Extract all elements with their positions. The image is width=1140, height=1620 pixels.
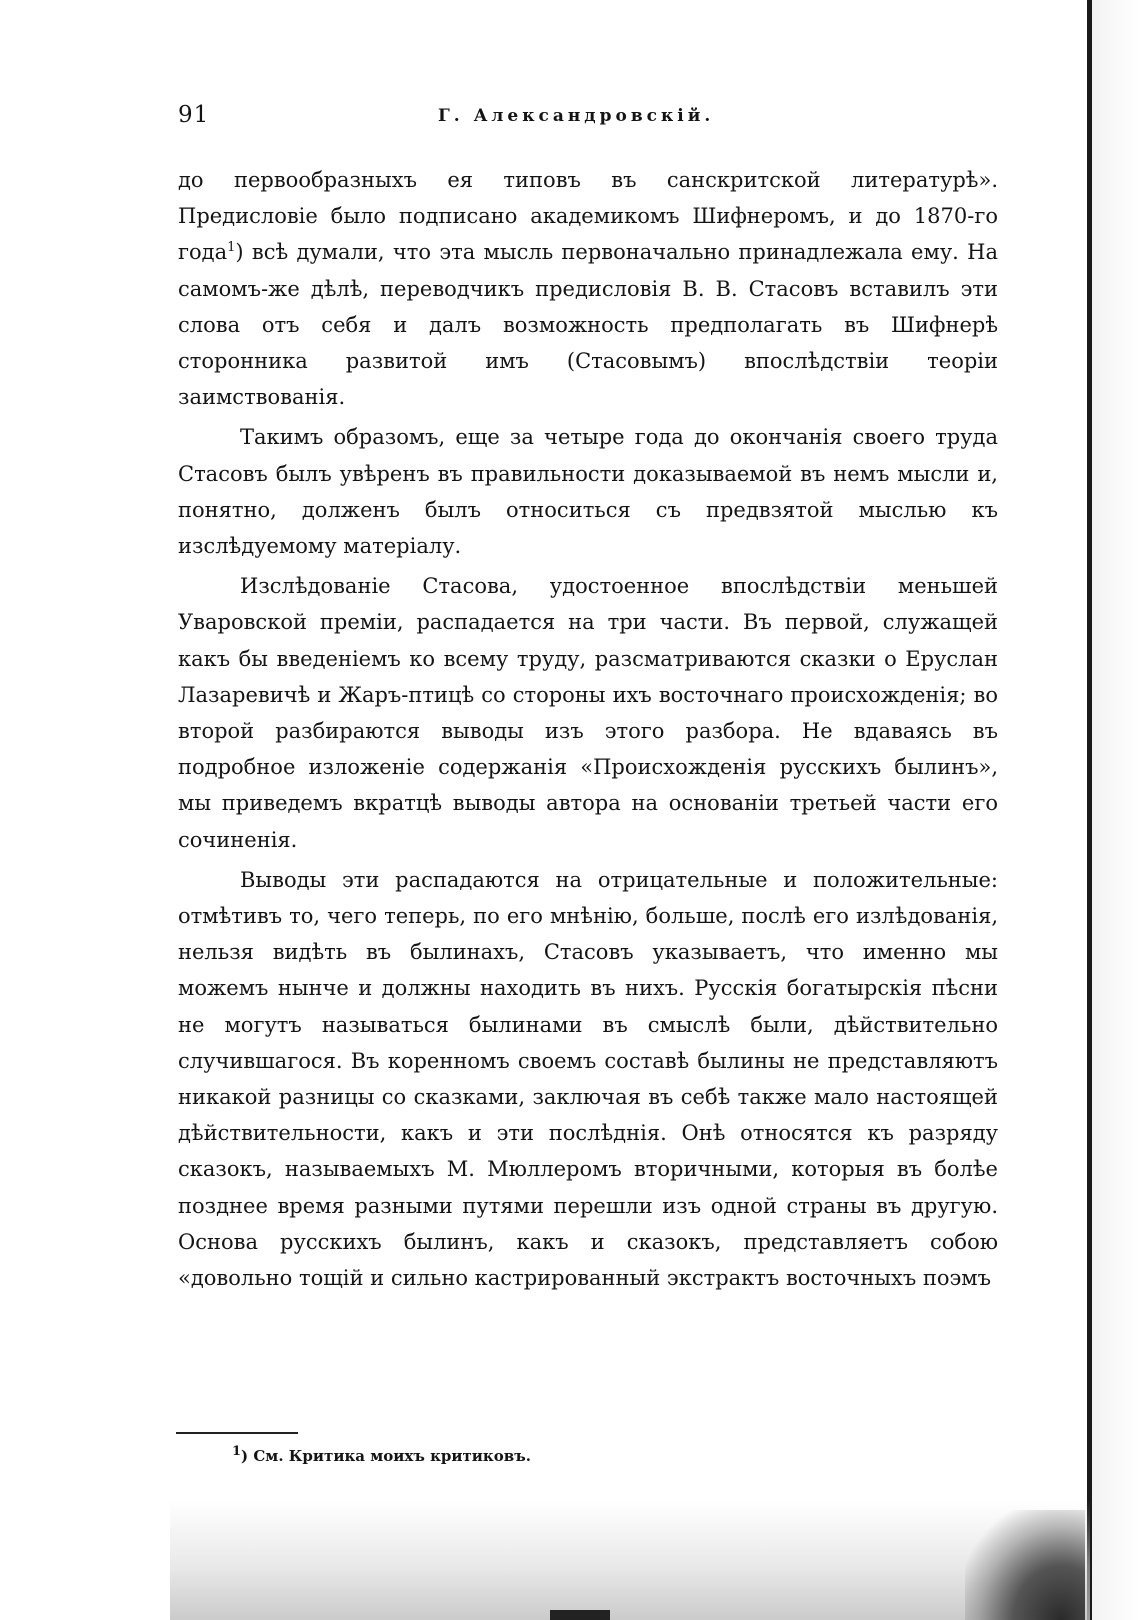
scan-bottom-smudge	[170, 1500, 1090, 1620]
footnote	[232, 1444, 531, 1465]
paragraph-1-text-cont: ) всѣ думали, что эта мысль первоначально принадлежала ему. На самомъ-же дѣлѣ, переводчикъ предисловія В. В. Стасовъ вставилъ эти слова отъ себя и далъ возможность предполагать въ Шифнерѣ сторонника развитой имъ (Стасовымъ) впослѣдствіи теоріи заимствованія.	[178, 240, 998, 410]
paragraph-3: Изслѣдованіе Стасова, удостоенное впослѣдствіи меньшей Уваровской преміи, распадается на три части. Въ первой, служащей какъ бы введеніемъ ко всему труду, разсматриваются сказки о Еруслан Лазаревичѣ и Жаръ-птицѣ со стороны ихъ восточнаго происхожденія; во второй разбираются выводы изъ этого разбора. Не вдаваясь въ подробное изложеніе содержанія «Происхожденія русскихъ былинъ», мы приведемъ вкратцѣ выводы автора на основаніи третьей части его сочиненія.	[178, 574, 998, 852]
footnote-text: ) См. Критика моихъ критиковъ.	[241, 1447, 531, 1465]
body-text	[178, 162, 998, 1300]
footnote-marker: 1	[232, 1444, 242, 1459]
page-header	[178, 102, 1008, 132]
paragraph-1	[178, 162, 998, 415]
scan-bottom-mark	[550, 1610, 610, 1620]
paragraph-2: Такимъ образомъ, еще за четыре года до окончанія своего труда Стасовъ былъ увѣренъ въ правильности доказываемой въ немъ мысли и, понятно, долженъ былъ относиться съ предвзятой мыслью къ изслѣдуемому матеріалу.	[178, 425, 998, 559]
paragraph-1-text: до первообразныхъ ея типовъ въ санскритской литературѣ». Предисловіе было подписано академикомъ Шифнеромъ, и до 1870-го года	[178, 168, 998, 265]
footnote-ref: 1	[227, 240, 236, 256]
scan-edge-shadow	[1092, 0, 1140, 1620]
running-head: Г. Александровскій.	[438, 106, 715, 126]
footnote-rule	[176, 1432, 298, 1434]
scan-corner-blot	[965, 1510, 1085, 1620]
scan-page-border	[1087, 0, 1092, 1620]
paragraph-4: Выводы эти распадаются на отрицательные и положительные: отмѣтивъ то, чего теперь, по его мнѣнію, больше, послѣ его излѣдованія, нельзя видѣть въ былинахъ, Стасовъ указываетъ, что именно мы можемъ нынче и должны находить въ нихъ. Русскія богатырскія пѣсни не могутъ называться былинами въ смыслѣ были, дѣйствительно случившагося. Въ коренномъ своемъ составѣ былины не представляютъ никакой разницы со сказками, заключая въ себѣ также мало настоящей дѣйствительности, какъ и эти послѣднія. Онѣ относятся къ разряду сказокъ, называемыхъ М. Мюллеромъ вторичными, которыя въ болѣе позднее время разными путями перешли изъ одной страны въ другую. Основа русскихъ былинъ, какъ и сказокъ, представляетъ собою «довольно тощій и сильно кастрированный экстрактъ восточныхъ поэмъ	[178, 867, 998, 1291]
page-number: 91	[178, 102, 210, 128]
